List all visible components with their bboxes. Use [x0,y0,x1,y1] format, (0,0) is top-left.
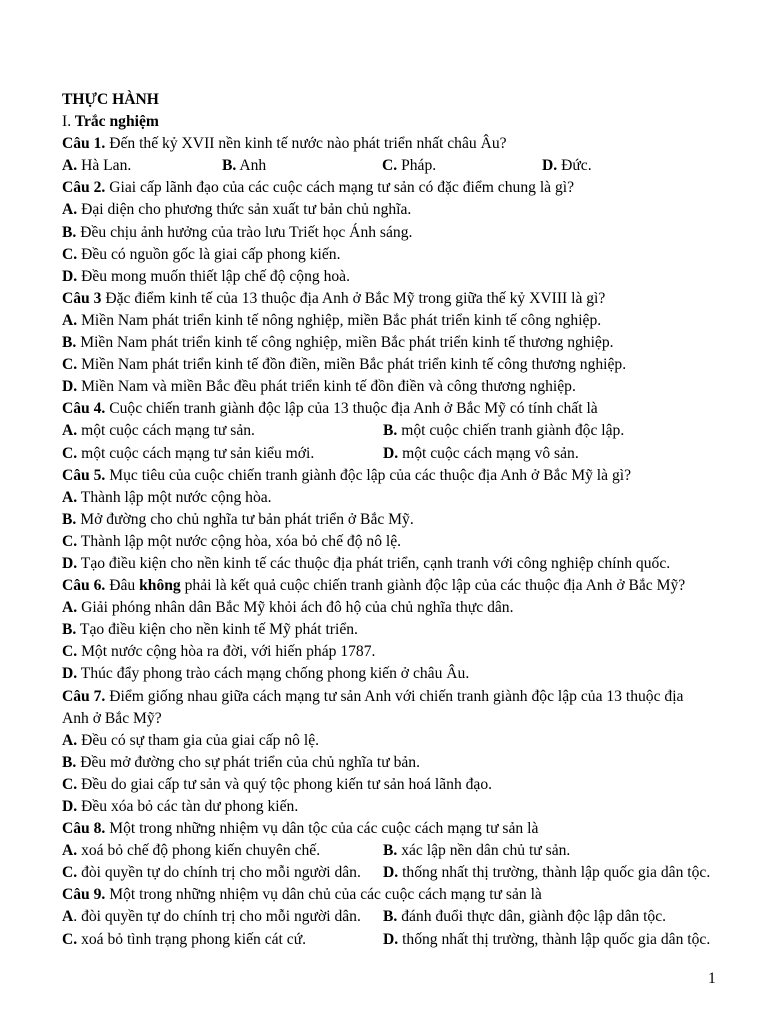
option-letter: D. [383,930,399,948]
option-text: . đòi quyền tự do chính trị cho mỗi người dân. [73,908,361,926]
option-text: Thành lập một nước cộng hòa. [77,488,272,506]
option-text: đánh đuổi thực dân, giành độc lập dân tộc. [397,908,667,926]
option-d [383,929,710,951]
option-text: thống nhất thị trường, thành lập quốc gia dân tộc. [398,930,711,948]
option-b [383,840,570,862]
option-d [62,266,728,288]
option-text: Pháp. [397,157,437,175]
question-3 [62,288,728,310]
option-letter: B. [62,223,77,241]
question-4 [62,398,728,420]
option-a [62,155,222,177]
option-c [62,641,728,663]
option-text: Miền Nam phát triển kinh tế nông nghiệp, miền Bắc phát triển kinh tế công nghiệp. [77,311,602,329]
section-number: I [62,113,68,131]
option-text: Anh [236,157,267,175]
option-text: Đều mong muốn thiết lập chế độ cộng hoà. [77,267,351,285]
options-row [62,155,728,177]
option-b [383,906,666,928]
option-d [62,796,728,818]
option-letter: C. [382,157,398,175]
question-label: Câu 2. [62,179,106,197]
option-a [62,730,728,752]
option-c [62,354,728,376]
option-text: Đều có sự tham gia của giai cấp nô lệ. [77,731,320,749]
option-c [62,774,728,796]
option-text: Tạo điều kiện cho nền kinh tế các thuộc địa phát triển, cạnh tranh với công nghiệp chính quốc. [77,554,671,572]
option-letter: A. [62,311,78,329]
option-a [62,840,383,862]
option-letter: B. [62,621,77,639]
section-title: Trắc nghiệm [71,113,159,131]
question-1 [62,133,728,155]
options-row [62,929,728,951]
question-2 [62,177,728,199]
option-d [62,663,728,685]
option-letter: C. [62,245,78,263]
option-b [62,332,728,354]
option-letter: D. [62,554,78,572]
option-text: Đức. [557,157,592,175]
question-text: Một trong những nhiệm vụ dân chủ của các cuộc cách mạng tư sản là [105,886,542,904]
question-label: Câu 4. [62,400,106,418]
option-letter: A. [62,842,78,860]
option-a [62,906,383,928]
option-letter: A. [62,488,78,506]
option-letter: C. [62,356,78,374]
option-a [62,310,728,332]
option-text: một cuộc cách mạng vô sản. [398,444,579,462]
question-text: Cuộc chiến tranh giành độc lập của 13 thuộc địa Anh ở Bắc Mỹ có tính chất là [105,400,598,418]
option-text: Hà Lan. [77,157,132,175]
page-number: 1 [708,970,716,987]
option-c [62,244,728,266]
option-text: xoá bỏ tình trạng phong kiến cát cứ. [77,930,307,948]
option-letter: A [62,908,74,926]
option-letter: A. [62,201,78,219]
option-text: thống nhất thị trường, thành lập quốc gia dân tộc. [398,864,711,882]
option-letter: D. [62,378,78,396]
option-text: Miền Nam phát triển kinh tế đồn điền, miền Bắc phát triển kinh tế công thương nghiệp. [77,356,627,374]
question-text: Điểm giống nhau giữa cách mạng tư sản Anh với chiến tranh giành độc lập của 13 thuộc địa [105,687,684,705]
question-label: Câu 9. [62,886,106,904]
option-text: xác lập nền dân chủ tư sản. [397,842,571,860]
option-d [62,553,728,575]
option-text: Đều có nguồn gốc là giai cấp phong kiến. [77,245,341,263]
option-text: Đại diện cho phương thức sản xuất tư bản chủ nghĩa. [77,201,412,219]
question-text: Đâu [105,577,140,595]
options-row [62,420,728,442]
option-letter: B. [62,753,77,771]
option-letter: C. [62,930,78,948]
option-letter: B. [383,842,398,860]
question-5 [62,465,728,487]
option-d [383,443,579,465]
option-text: Giải phóng nhân dân Bắc Mỹ khỏi ách đô hộ của chủ nghĩa thực dân. [77,599,514,617]
options-row [62,862,728,884]
question-label: Câu 8. [62,820,106,838]
option-d [542,155,592,177]
option-b [62,509,728,531]
option-b [62,619,728,641]
option-c [62,443,383,465]
option-text: Đều xóa bỏ các tàn dư phong kiến. [77,798,299,815]
option-text: một cuộc cách mạng tư sản kiểu mới. [77,444,315,462]
question-emphasis: không [139,577,181,595]
question-text: Đặc điểm kinh tế của 13 thuộc địa Anh ở Bắc Mỹ trong giữa thế kỷ XVIII là gì? [101,289,606,307]
question-6 [62,575,728,597]
option-letter: C. [62,444,78,462]
option-letter: D. [383,864,399,882]
option-a [62,420,383,442]
option-text: một cuộc cách mạng tư sản. [77,422,255,440]
option-c [62,929,383,951]
question-label: Câu 6. [62,577,106,595]
option-letter: D. [62,267,78,285]
options-row [62,443,728,465]
question-text: Giai cấp lãnh đạo của các cuộc cách mạng tư sản có đặc điểm chung là gì? [105,179,575,197]
option-a [62,487,728,509]
question-text: Một trong những nhiệm vụ dân tộc của các cuộc cách mạng tư sản là [105,820,539,838]
option-text: Đều chịu ảnh hưởng của trào lưu Triết học Ánh sáng. [76,223,413,241]
section-dot: . [67,113,72,131]
option-letter: C. [62,532,78,550]
option-letter: D. [62,665,78,683]
option-a [62,597,728,619]
option-letter: C. [62,775,78,793]
option-d [383,862,710,884]
options-row [62,840,728,862]
section-heading [62,111,728,133]
option-text: Miền Nam và miền Bắc đều phát triển kinh tế đồn điền và công thương nghiệp. [77,378,576,396]
options-row [62,906,728,928]
page-heading: THỰC HÀNH [62,91,159,108]
option-text: Miền Nam phát triển kinh tế công nghiệp, miền Bắc phát triển kinh tế thương nghiệp. [76,334,614,352]
option-letter: D. [542,157,558,175]
option-letter: B. [222,157,237,175]
question-text: Đến thế kỷ XVII nền kinh tế nước nào phát triển nhất châu Âu? [105,135,507,153]
option-text: một cuộc chiến tranh giành độc lập. [397,422,625,440]
option-text: đòi quyền tự do chính trị cho mỗi người dân. [77,864,361,882]
option-b [62,752,728,774]
option-letter: C. [62,643,78,661]
option-text: Đều mở đường cho sự phát triển của chủ nghĩa tư bản. [76,753,420,771]
option-letter: B. [62,334,77,352]
option-text: Mở đường cho chủ nghĩa tư bản phát triển ở Bắc Mỹ. [76,510,414,528]
question-label: Câu 5. [62,466,106,484]
option-text: Thúc đẩy phong trào cách mạng chống phong kiến ở châu Âu. [77,665,470,683]
option-letter: A. [62,599,78,617]
question-label: Câu 3 [62,289,102,307]
option-text: xoá bỏ chế độ phong kiến chuyên chế. [77,842,321,860]
option-letter: B. [383,422,398,440]
option-letter: D. [383,444,399,462]
option-text: Thành lập một nước cộng hòa, xóa bỏ chế độ nô lệ. [77,532,402,550]
option-letter: C. [62,864,78,882]
question-text: phải là kết quả cuộc chiến tranh giành độc lập của các thuộc địa Anh ở Bắc Mỹ? [180,577,686,595]
option-letter: A. [62,422,78,440]
question-9 [62,884,728,906]
option-b [383,420,624,442]
question-label: Câu 7. [62,687,106,705]
option-a [62,199,728,221]
option-text: Đều do giai cấp tư sản và quý tộc phong kiến tư sản hoá lãnh đạo. [77,775,493,793]
option-b [222,155,382,177]
option-b [62,222,728,244]
question-8 [62,818,728,840]
option-d [62,376,728,398]
question-label: Câu 1. [62,135,106,153]
question-text: Mục tiêu của cuộc chiến tranh giành độc lập của các thuộc địa Anh ở Bắc Mỹ là gì? [105,466,632,484]
option-text: Tạo điều kiện cho nền kinh tế Mỹ phát triển. [76,621,358,639]
option-c [62,531,728,553]
option-c [382,155,542,177]
option-c [62,862,383,884]
option-letter: A. [62,731,78,749]
option-letter: B. [383,908,398,926]
option-text: Một nước cộng hòa ra đời, với hiến pháp 1787. [77,643,376,661]
question-7 [62,686,728,708]
option-letter: A. [62,157,78,175]
option-letter: D. [62,798,78,815]
option-letter: B. [62,510,77,528]
question-text-continued: Anh ở Bắc Mỹ? [62,709,162,727]
